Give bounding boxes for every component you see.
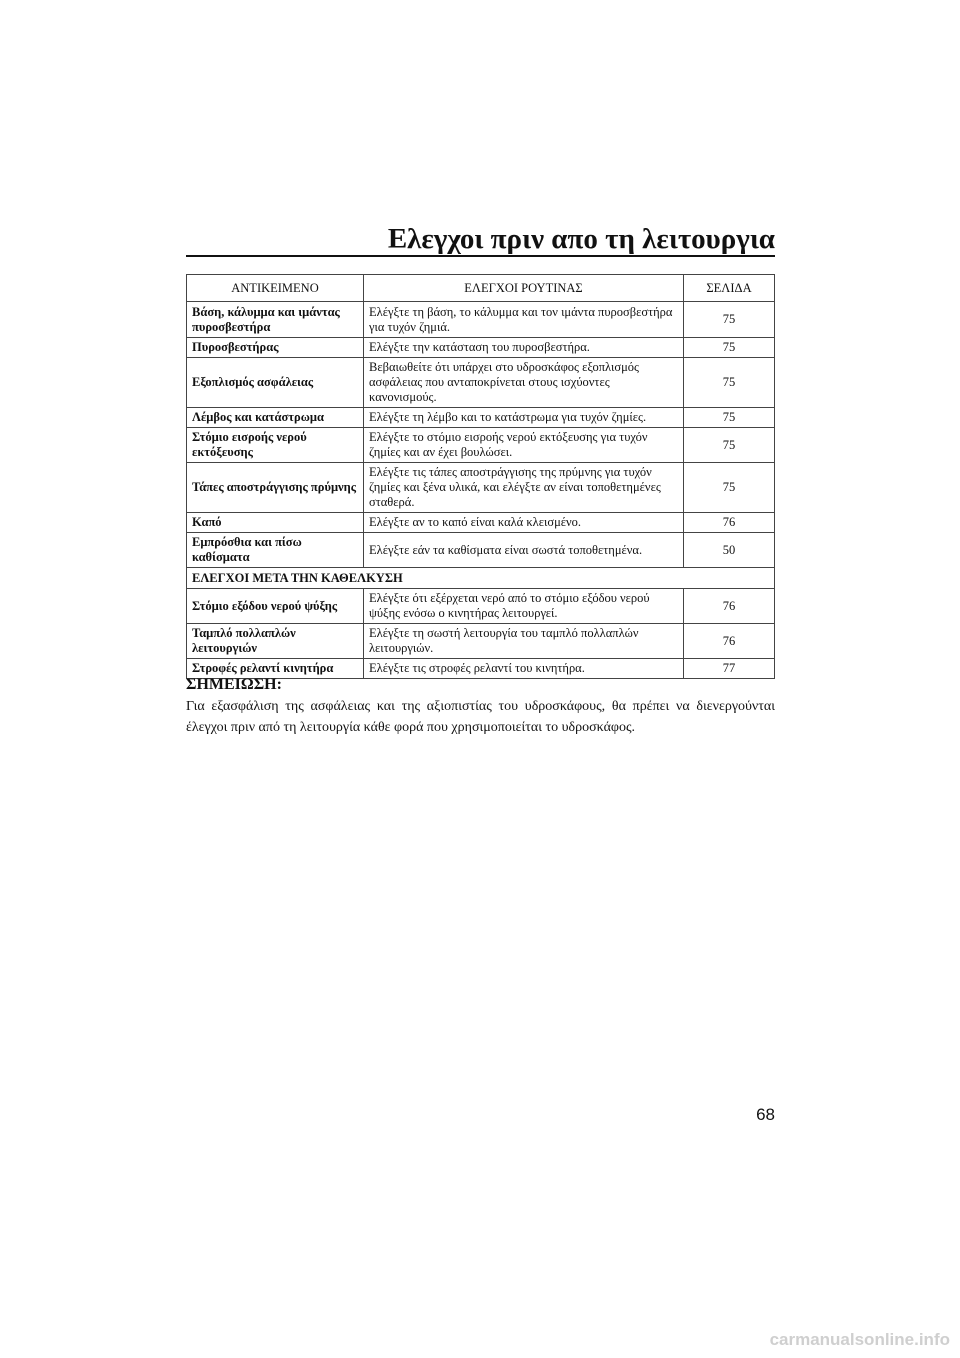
- row-item: Εμπρόσθια και πίσω καθίσματα: [187, 533, 364, 568]
- row-check: Ελέγξτε τις τάπες αποστράγγισης της πρύμνης για τυχόν ζημίες και ξένα υλικά, και ελέγξτε αν είναι τοποθετημένες σταθερά.: [364, 463, 684, 513]
- row-check: Ελέγξτε τη σωστή λειτουργία του ταμπλό πολλαπλών λειτουργιών.: [364, 624, 684, 659]
- table-row: [187, 533, 775, 568]
- title-rule: [186, 255, 775, 257]
- row-page: 75: [684, 463, 775, 513]
- row-item: Βάση, κάλυμμα και ιμάντας πυροσβεστήρα: [187, 302, 364, 338]
- table-header-row: [187, 275, 775, 302]
- row-item: Λέμβος και κατάστρωμα: [187, 408, 364, 428]
- column-header-check: ΕΛΕΓΧΟΙ ΡΟΥΤΙΝΑΣ: [364, 275, 684, 302]
- page-title: Ελεγχοι πριν απο τη λειτουργια: [387, 223, 775, 255]
- table-row: [187, 589, 775, 624]
- table-row: [187, 338, 775, 358]
- row-check: Ελέγξτε την κατάσταση του πυροσβεστήρα.: [364, 338, 684, 358]
- table-row: [187, 428, 775, 463]
- row-check: Ελέγξτε τη λέμβο και το κατάστρωμα για τυχόν ζημίες.: [364, 408, 684, 428]
- row-check: Ελέγξτε το στόμιο εισροής νερού εκτόξευσης για τυχόν ζημίες και αν έχει βουλώσει.: [364, 428, 684, 463]
- row-page: 50: [684, 533, 775, 568]
- row-page: 76: [684, 589, 775, 624]
- table-row: [187, 463, 775, 513]
- table-row: [187, 513, 775, 533]
- row-page: 75: [684, 302, 775, 338]
- watermark: carmanualsonline.info: [769, 1330, 950, 1349]
- table-row: [187, 408, 775, 428]
- row-page: 76: [684, 513, 775, 533]
- row-item: Πυροσβεστήρας: [187, 338, 364, 358]
- table-row: [187, 358, 775, 408]
- row-page: 75: [684, 428, 775, 463]
- row-check: Ελέγξτε εάν τα καθίσματα είναι σωστά τοποθετημένα.: [364, 533, 684, 568]
- row-item: Στόμιο εισροής νερού εκτόξευσης: [187, 428, 364, 463]
- section-label: ΕΛΕΓΧΟΙ ΜΕΤΑ ΤΗΝ ΚΑΘΕΛΚΥΣΗ: [187, 568, 775, 589]
- row-check: Ελέγξτε αν το καπό είναι καλά κλεισμένο.: [364, 513, 684, 533]
- note-text: Για εξασφάλιση της ασφάλειας και της αξιοπιστίας του υδροσκάφους, θα πρέπει να διενεργούνται έλεγχοι πριν από τη λειτουργία κάθε φορά που χρησιμοποιείται το υδροσκάφος.: [186, 699, 775, 735]
- table-row: [187, 302, 775, 338]
- row-page: 75: [684, 358, 775, 408]
- table-section-row: [187, 568, 775, 589]
- row-item: Τάπες αποστράγγισης πρύμνης: [187, 463, 364, 513]
- note-label: ΣΗΜΕΙΩΣΗ:: [186, 676, 282, 693]
- row-check: Βεβαιωθείτε ότι υπάρχει στο υδροσκάφος εξοπλισμός ασφάλειας που ανταποκρίνεται στους ισχύοντες κανονισμούς.: [364, 358, 684, 408]
- column-header-item: ΑΝΤΙΚΕΙΜΕΝΟ: [187, 275, 364, 302]
- row-page: 77: [684, 659, 775, 679]
- column-header-page: ΣΕΛΙΔΑ: [684, 275, 775, 302]
- table-row: [187, 624, 775, 659]
- page-number: 68: [756, 1105, 775, 1124]
- row-item: Στροφές ρελαντί κινητήρα: [187, 659, 364, 679]
- row-page: 75: [684, 408, 775, 428]
- row-item: Στόμιο εξόδου νερού ψύξης: [187, 589, 364, 624]
- row-page: 75: [684, 338, 775, 358]
- row-check: Ελέγξτε ότι εξέρχεται νερό από το στόμιο εξόδου νερού ψύξης ενόσω ο κινητήρας λειτουργεί.: [364, 589, 684, 624]
- row-item: Ταμπλό πολλαπλών λειτουργιών: [187, 624, 364, 659]
- row-check: Ελέγξτε τη βάση, το κάλυμμα και τον ιμάντα πυροσβεστήρα για τυχόν ζημιά.: [364, 302, 684, 338]
- row-item: Εξοπλισμός ασφάλειας: [187, 358, 364, 408]
- row-item: Καπό: [187, 513, 364, 533]
- pre-operation-checks-table: [186, 274, 775, 679]
- row-page: 76: [684, 624, 775, 659]
- row-check: Ελέγξτε τις στροφές ρελαντί του κινητήρα.: [364, 659, 684, 679]
